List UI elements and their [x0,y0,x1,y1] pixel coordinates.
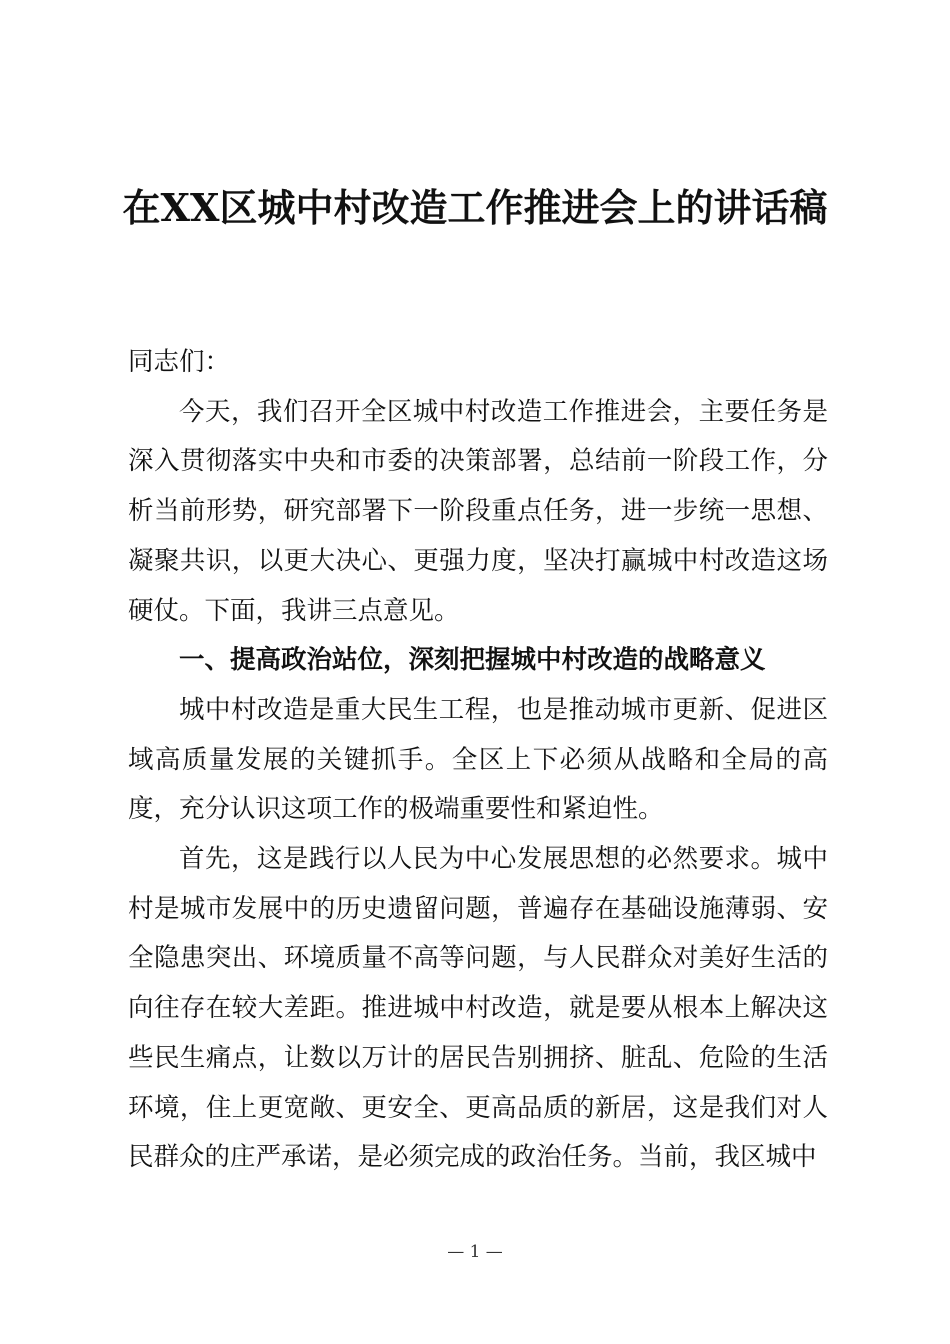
intro-paragraph: 今天，我们召开全区城中村改造工作推进会，主要任务是深入贯彻落实中央和市委的决策部署，总结前一阶段工作，分析当前形势，研究部署下一阶段重点任务，进一步统一思想、凝聚共识，以更大决心、更强力度，坚决打赢城中村改造这场硬仗。下面，我讲三点意见。 [128,396,828,626]
salutation: 同志们： [128,347,231,377]
document-body [128,338,828,1183]
section-heading-1: 一、提高政治站位，深刻把握城中村改造的战略意义 [179,645,766,676]
document-title: 在XX区城中村改造工作推进会上的讲话稿 [122,185,828,230]
body-paragraph-2: 首先，这是践行以人民为中心发展思想的必然要求。城中村是城市发展中的历史遗留问题，普遍存在基础设施薄弱、安全隐患突出、环境质量不高等问题，与人民群众对美好生活的向往存在较大差距。推进城中村改造，就是要从根本上解决这些民生痛点，让数以万计的居民告别拥挤、脏乱、危险的生活环境，住上更宽敞、更安全、更高品质的新居，这是我们对人民群众的庄严承诺，是必须完成的政治任务。当前，我区城中 [128,844,828,1173]
page-number: — 1 — [447,1242,503,1262]
body-paragraph-1: 城中村改造是重大民生工程，也是推动城市更新、促进区域高质量发展的关键抓手。全区上下必须从战略和全局的高度，充分认识这项工作的极端重要性和紧迫性。 [128,694,828,825]
